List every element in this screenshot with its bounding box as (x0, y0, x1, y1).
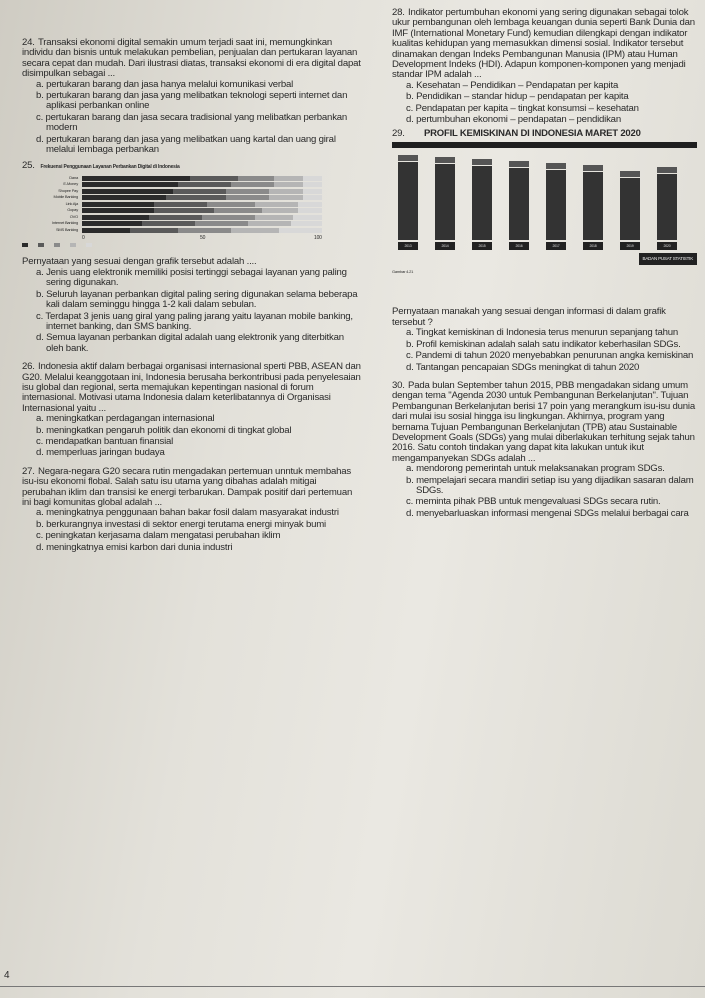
chart-title: PROFIL KEMISKINAN DI INDONESIA MARET 2020 (424, 128, 641, 140)
option-d[interactable]: d. pertumbuhan ekonomi – pendapatan – pendidikan (406, 114, 621, 126)
year-label: 2017 (546, 242, 566, 250)
option-a[interactable]: a. mendorong pemerintah untuk melaksanakan program SDGs. (406, 463, 665, 475)
bar-top-label (398, 155, 418, 161)
year-label: 2016 (509, 242, 529, 250)
bar-segment (269, 195, 303, 200)
option-c[interactable]: c. peningkatan kerjasama dalam mengatasi perubahan iklim (36, 530, 281, 542)
option-c[interactable]: c. Pandemi di tahun 2020 menyebabkan penurunan angka kemiskinan (406, 350, 694, 362)
category-label: Shopee Pay (58, 187, 78, 193)
option-d[interactable]: d. Tantangan pencapaian SDGs meningkat di tahun 2020 (406, 361, 640, 373)
bar-segment (190, 176, 238, 181)
bar-segment (82, 221, 142, 226)
question-24 (22, 38, 362, 155)
question-stem: Pernyataan manakah yang sesuai dengan informasi di dalam grafik tersebut ? (392, 306, 666, 328)
category-label: Mobile Banking (53, 194, 78, 200)
chart-poverty-profile (392, 129, 697, 299)
bar-segment (226, 189, 269, 194)
bar-segment (303, 176, 322, 181)
bar-segment (298, 202, 322, 207)
bar-segment (82, 228, 130, 233)
bar-top-label (509, 161, 529, 167)
question-stem: Pada bulan September tahun 2015, PBB mengadakan sidang umum dengan tema "Agenda 2030 untuk Pembangunan Berkelanjutan". Tujuan Pembangunan Berkelanjutan berisi 17 poin yang merangkum isu-isu dunia dari mulai isu sosial hingga isu lingkungan. Akhirnya, program yang bernama Tujuan Pembangunan Berkelanjutan (TPB) atau Sustainable Development Goals (SDGs) yang mulai diberlakukan terhitung sejak tahun 2016. Satu contoh tindakan yang dapat kita lakukan untuk ikut mengampanyekan SDGs adalah ... (392, 379, 695, 464)
option-b[interactable]: b. mempelajari secara mandiri setiap isu yang dijadikan sasaran dalam SDGs. (406, 474, 694, 496)
bar-segment (279, 228, 322, 233)
question-number: 28. (392, 7, 405, 18)
bar-segment (166, 195, 226, 200)
bar-segment (298, 208, 322, 213)
figure-caption: Gambar 4.21 (392, 269, 414, 275)
category-label: Dana (69, 174, 78, 180)
option-b[interactable]: b. Pendidikan – standar hidup – pendapatan per kapita (406, 91, 629, 103)
bar-segment (173, 189, 226, 194)
bar-segment (248, 221, 291, 226)
question-number: 27. (22, 465, 35, 477)
option-c[interactable]: c. pertukaran barang dan jasa secara tradisional yang melibatkan perbankan modern (36, 111, 348, 134)
bar-segment (214, 208, 262, 213)
chart-bar (435, 164, 455, 240)
bar-top-label (620, 171, 640, 177)
right-column (392, 8, 697, 523)
bar-segment (274, 176, 303, 181)
question-number: 30. (392, 379, 405, 391)
legend-swatch (38, 243, 44, 247)
option-a[interactable]: a. meningkatkan perdagangan internasional (36, 413, 215, 425)
year-label: 2013 (398, 242, 418, 250)
bar-segment (231, 182, 274, 187)
option-a[interactable]: a. Kesehatan – Pendidikan – Pendapatan per kapita (406, 79, 619, 91)
legend-swatch (86, 243, 92, 247)
option-b[interactable]: b. pertukaran barang dan jasa yang melibatkan teknologi seperti internet dan aplikasi perbankan online (36, 90, 348, 112)
option-c[interactable]: c. Pendapatan per kapita – tingkat konsumsi – kesehatan (406, 102, 639, 114)
bar-top-label (583, 165, 603, 171)
option-c[interactable]: c. Terdapat 3 jenis uang giral yang paling jarang yaitu layanan mobile banking, internet banking, dan SMS banking. (36, 310, 353, 332)
category-label: E-Money (63, 181, 78, 187)
bar-segment (255, 202, 298, 207)
question-stem: Transaksi ekonomi digital semakin umum terjadi saat ini, memungkinkan individu dan bisnis untuk melakukan pembelian, penjualan dan pertukaran layanan secara cepat dan mudah. Dari ilustrasi diatas, transaksi ekonomi di era digital dapat disimpulkan sebagai ... (22, 37, 361, 80)
question-26 (22, 362, 362, 459)
question-stem: Indikator pertumbuhan ekonomi yang sering digunakan sebagai tolok ukur pembangunan oleh lembaga keuangan dunia seperti Bank Dunia dan IMF (International Monetary Fund) kemudian dilengkapi dengan indikator kualitas kehidupan yang memasukkan dimensi sosial. Indikator tersebut dinamakan dengan Indeks Pembangunan Manusia (IPM) atau Human Development Indeks (HDI). Adapun komponen-komponen yang menjadi standar IPM adalah ... (392, 7, 695, 81)
legend-swatch (54, 243, 60, 247)
x-tick: 0 (82, 235, 85, 242)
bar-segment (255, 215, 293, 220)
bar-top-label (657, 167, 677, 173)
bar-segment (82, 176, 190, 181)
bar-segment (82, 189, 173, 194)
question-27 (22, 467, 362, 553)
chart-header-band (392, 142, 697, 148)
chart-bars (22, 175, 362, 234)
bar-segment (154, 202, 207, 207)
bar-segment (142, 221, 195, 226)
question-stem: Negara-negara G20 secara rutin mengadakan pertemuan unntuk membahas isu-isu ekonomi flobal. Salah satu isu utama yang dibahas adalah mitigai perubahan iklim dan transisi ke energi terbarukan. Dampak positif dari pertemuan ini bagi komunitas global adalah ... (22, 465, 353, 508)
bar-segment (82, 202, 154, 207)
bar-segment (269, 189, 303, 194)
bar-segment (303, 182, 322, 187)
chart-bar (657, 174, 677, 240)
option-c[interactable]: c. meminta pihak PBB untuk mengevaluasi SDGs secara rutin. (406, 496, 661, 508)
bar-segment (226, 195, 269, 200)
chart-bar (398, 162, 418, 240)
chart-x-axis (82, 233, 322, 241)
chart-bar (620, 178, 640, 240)
chart-legend (22, 243, 362, 247)
chart-bar (509, 168, 529, 240)
footer-divider (0, 986, 705, 987)
question-number: 25. (22, 160, 35, 172)
question-number: 29. (392, 128, 405, 140)
bar-segment (303, 195, 322, 200)
option-b[interactable]: b. berkurangnya investasi di sektor energi terutama energi minyak bumi (36, 518, 326, 530)
chart-bars (392, 150, 697, 250)
bar-segment (82, 195, 166, 200)
option-d[interactable]: d. meningkatnya emisi karbon dari dunia industri (36, 541, 233, 553)
x-tick: 100 (314, 235, 322, 242)
chart-bar (583, 172, 603, 240)
option-a[interactable]: a. Tingkat kemiskinan di Indonesia terus menurun sepanjang tahun (406, 327, 678, 339)
question-number: 26. (22, 361, 35, 373)
bar-segment (291, 221, 322, 226)
year-label: 2019 (620, 242, 640, 250)
bar-segment (238, 176, 274, 181)
option-b[interactable]: b. meningkatkan pengaruh politik dan ekonomi di tingkat global (36, 424, 292, 436)
question-28 (392, 8, 697, 125)
bar-segment (154, 208, 214, 213)
year-label: 2018 (583, 242, 603, 250)
bar-segment (303, 189, 322, 194)
bar-segment (82, 215, 149, 220)
chart-bar (472, 166, 492, 240)
question-number: 24. (22, 37, 35, 48)
category-label: OVO (69, 213, 78, 219)
bar-segment (274, 182, 303, 187)
page-number: 4 (4, 970, 10, 981)
option-b[interactable]: b. Profil kemiskinan adalah salah satu indikator keberhasilan SDGs. (406, 338, 681, 350)
bar-segment (178, 228, 231, 233)
category-label: Internet Banking (52, 220, 78, 226)
bar-segment (82, 182, 178, 187)
option-a[interactable]: a. meningkatnya penggunaan bahan bakar fosil dalam masyarakat industri (36, 507, 339, 519)
option-a[interactable]: a. Jenis uang elektronik memiliki posisi tertinggi sebagai layanan yang paling sering digunakan. (36, 266, 347, 289)
year-label: 2014 (435, 242, 455, 250)
chart-source: BADAN PUSAT STATISTIK (639, 253, 697, 265)
bar-segment (262, 208, 298, 213)
left-column (22, 38, 362, 557)
question-30 (392, 381, 697, 519)
bar-segment (231, 228, 279, 233)
question-stem: Pernyataan yang sesuai dengan grafik tersebut adalah .... (22, 256, 257, 268)
option-c[interactable]: c. mendapatkan bantuan finansial (36, 435, 174, 447)
legend-swatch (22, 243, 28, 247)
year-label: 2020 (657, 242, 677, 250)
question-29 (392, 129, 697, 372)
bar-segment (293, 215, 322, 220)
category-label: SMS Banking (55, 226, 78, 232)
chart-digital-banking (22, 161, 362, 251)
option-d[interactable]: d. memperluas jaringan budaya (36, 447, 165, 459)
bar-segment (207, 202, 255, 207)
year-label: 2015 (472, 242, 492, 250)
bar-top-label (472, 159, 492, 165)
bar-segment (82, 208, 154, 213)
bar-segment (130, 228, 178, 233)
legend-swatch (70, 243, 76, 247)
category-label: Link Aja (65, 200, 78, 206)
option-d[interactable]: d. Semua layanan perbankan digital adalah uang elektronik yang diterbitkan oleh bank. (36, 332, 344, 354)
option-d[interactable]: d. pertukaran barang dan jasa yang melibatkan uang kartal dan uang giral melalui lembaga perbankan (36, 133, 336, 156)
question-stem: Indonesia aktif dalam berbagai organisasi internasional sperti PBB, ASEAN dan G20. Melalui keanggotaan ini, Indonesia berusaha berkontribusi pada penyelesaian isu global dan regional, serta memajukan kepentingan nasional di forum internasional. Motivasi utama Indonesia dalam keterlibatannya di Organisasi Internasional yaitu ... (22, 361, 361, 414)
option-b[interactable]: b. Seluruh layanan perbankan digital paling sering digunakan selama beberapa kali dalam seminggu hingga 1-2 kali dalam sebulan. (36, 288, 358, 311)
bar-top-label (435, 157, 455, 163)
chart-footer (392, 253, 697, 265)
bar-segment (178, 182, 231, 187)
bar-segment (202, 215, 255, 220)
bar-segment (149, 215, 202, 220)
x-tick: 50 (200, 235, 206, 242)
chart-bar (546, 170, 566, 240)
option-a[interactable]: a. pertukaran barang dan jasa hanya melalui komunikasi verbal (36, 78, 294, 90)
bar-top-label (546, 163, 566, 169)
question-25 (22, 161, 362, 354)
option-d[interactable]: d. menyebarluaskan informasi mengenai SDGs melalui berbagai cara (406, 507, 689, 519)
bar-segment (195, 221, 248, 226)
chart-title: Frekuensi Penggunaan Layanan Perbankan Digital di Indonesia (40, 164, 180, 171)
category-label: Gopay (67, 207, 78, 213)
